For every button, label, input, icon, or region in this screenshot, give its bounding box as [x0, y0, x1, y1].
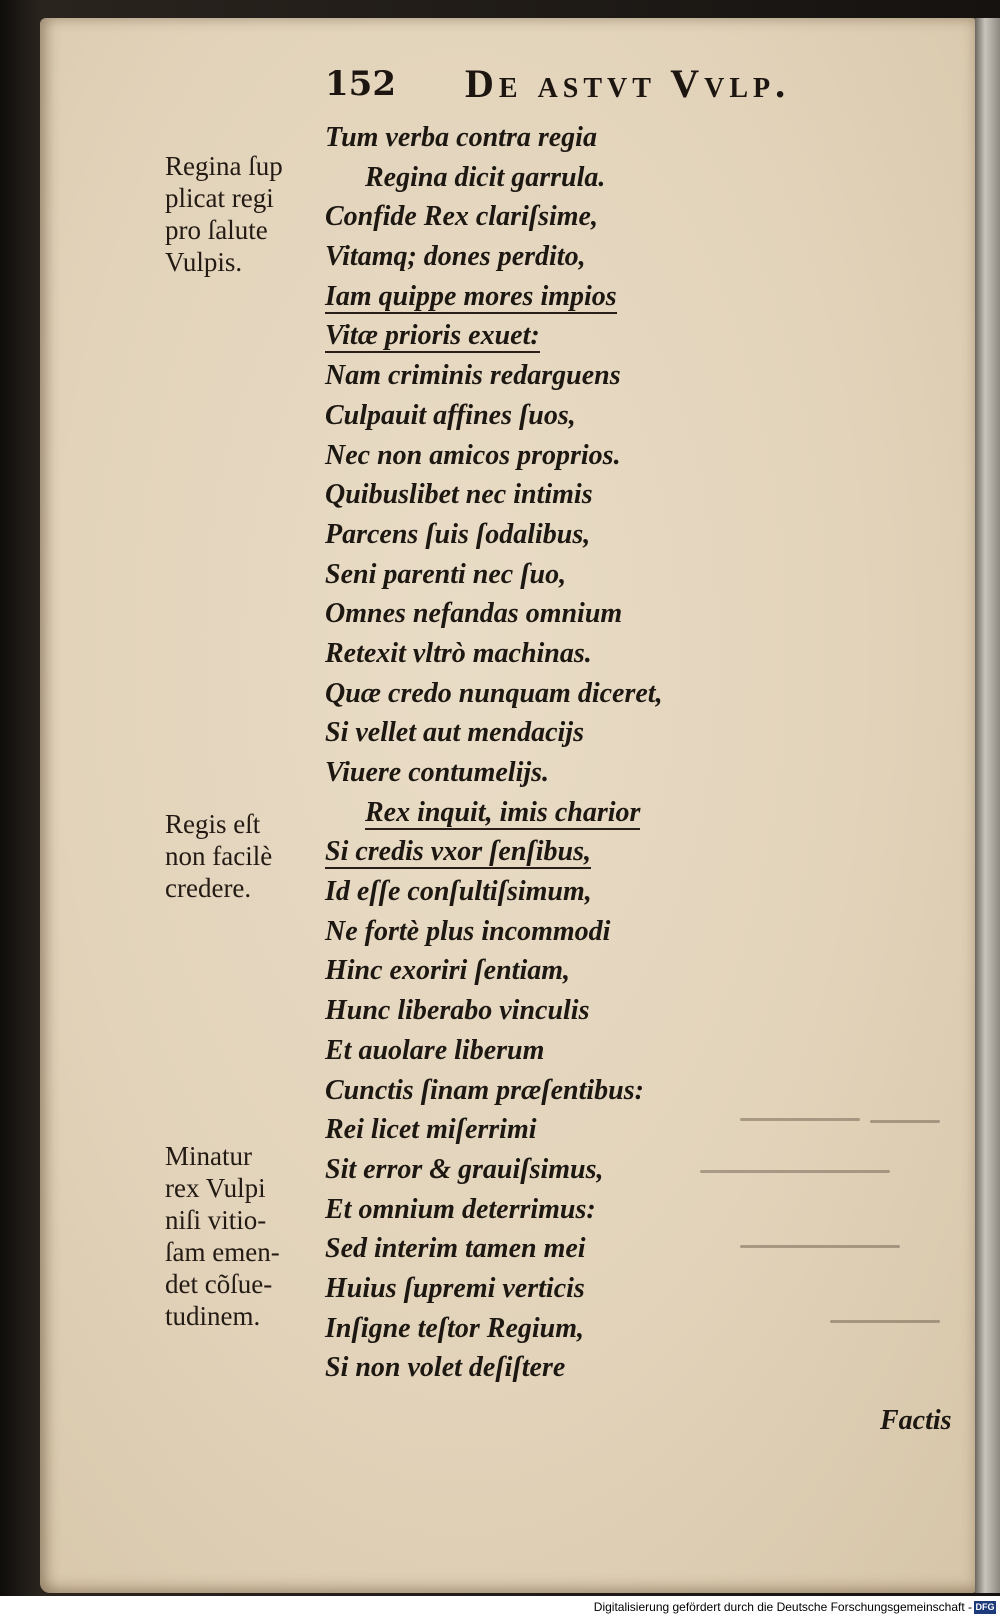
margin-note-line: plicat regi	[165, 183, 274, 213]
verse-line: Cunctis ſinam præſentibus:	[325, 1074, 644, 1106]
verse-line: Vitamq; dones perdito,	[325, 241, 586, 273]
margin-note-line: niſi vitio-	[165, 1205, 267, 1235]
catchword: Factis	[880, 1405, 952, 1436]
verse-line	[325, 832, 745, 872]
verse-line: Hunc liberabo vinculis	[325, 995, 590, 1027]
running-title: De astvt Vvlp.	[465, 61, 791, 106]
verse-line: Quibuslibet nec intimis	[325, 479, 593, 511]
underlined-text: Vitæ prioris exuet:	[325, 320, 540, 352]
verse-line: Parcens ſuis ſodalibus,	[325, 518, 591, 550]
verse-line: Id eſſe conſultiſsimum,	[325, 876, 592, 908]
digitization-footer	[0, 1596, 1000, 1620]
ink-smudge	[700, 1170, 890, 1173]
verse-line: Sit error & grauiſsimus,	[325, 1153, 604, 1185]
verse-line: Retexit vltrò machinas.	[325, 637, 592, 669]
dfg-logo: DFG	[975, 1602, 995, 1612]
page-edge	[975, 18, 1000, 1593]
verse-line: Nec non amicos proprios.	[325, 439, 621, 471]
verse-line: Omnes nefandas omnium	[325, 598, 623, 630]
ink-smudge	[740, 1245, 900, 1248]
margin-note-line: tudinem.	[165, 1301, 261, 1331]
verse-line: Inſigne teſtor Regium,	[325, 1312, 585, 1344]
margin-note-line: credere.	[165, 873, 252, 903]
verse-line: Viuere contumelijs.	[325, 757, 550, 788]
verse-line: Et auolare liberum	[325, 1034, 545, 1066]
margin-note-line: pro ſalute	[165, 215, 268, 245]
verse-line: Quæ credo nunquam diceret,	[325, 677, 663, 709]
margin-note-line: Vulpis.	[165, 247, 243, 277]
verse-line: Culpauit affines ſuos,	[325, 399, 576, 431]
verse-line: Si vellet aut mendacijs	[325, 717, 584, 749]
ink-smudge	[830, 1320, 940, 1323]
page-number: 152	[325, 64, 396, 104]
margin-note-2	[165, 808, 325, 904]
running-head	[325, 60, 885, 110]
verse-block	[325, 118, 745, 1388]
margin-note-line: rex Vulpi	[165, 1173, 266, 1203]
underlined-text: Rex inquit, imis charior	[365, 796, 641, 828]
verse-line: Hinc exoriri ſentiam,	[325, 955, 570, 987]
verse-line: Rei licet miſerrimi	[325, 1114, 537, 1146]
verse-line: Sed interim tamen mei	[325, 1233, 586, 1265]
margin-note-line: Regis eſt	[165, 809, 261, 839]
verse-line: Ne fortè plus incommodi	[325, 915, 611, 947]
verse-line	[325, 277, 745, 317]
ink-smudge	[740, 1118, 860, 1121]
verse-line: Huius ſupremi verticis	[325, 1272, 585, 1304]
verse-line: Et omnium deterrimus:	[325, 1193, 596, 1225]
verse-line: Tum verba contra regia	[325, 122, 597, 153]
margin-note-line: Regina ſup	[165, 151, 283, 181]
verse-line: Confide Rex clariſsime,	[325, 201, 598, 233]
ink-smudge	[870, 1120, 940, 1123]
verse-line: Nam criminis redarguens	[325, 360, 621, 392]
margin-note-line: non facilè	[165, 841, 273, 871]
margin-note-line: det cõſue-	[165, 1269, 273, 1299]
verse-line: Si non volet deſiſtere	[325, 1352, 566, 1384]
funding-credit: Digitalisierung gefördert durch die Deutsche Forschungsgemeinschaft -	[593, 1600, 972, 1614]
verse-line	[325, 793, 745, 833]
margin-note-3	[165, 1140, 325, 1332]
underlined-text: Iam quippe mores impios	[325, 280, 617, 312]
verse-line: Regina dicit garrula.	[365, 161, 606, 193]
margin-note-line: ſam emen-	[165, 1237, 280, 1267]
margin-note-1	[165, 150, 325, 278]
underlined-text: Si credis vxor ſenſibus,	[325, 836, 591, 868]
margin-note-line: Minatur	[165, 1141, 252, 1171]
verse-line	[325, 316, 745, 356]
verse-line: Seni parenti nec ſuo,	[325, 558, 567, 590]
